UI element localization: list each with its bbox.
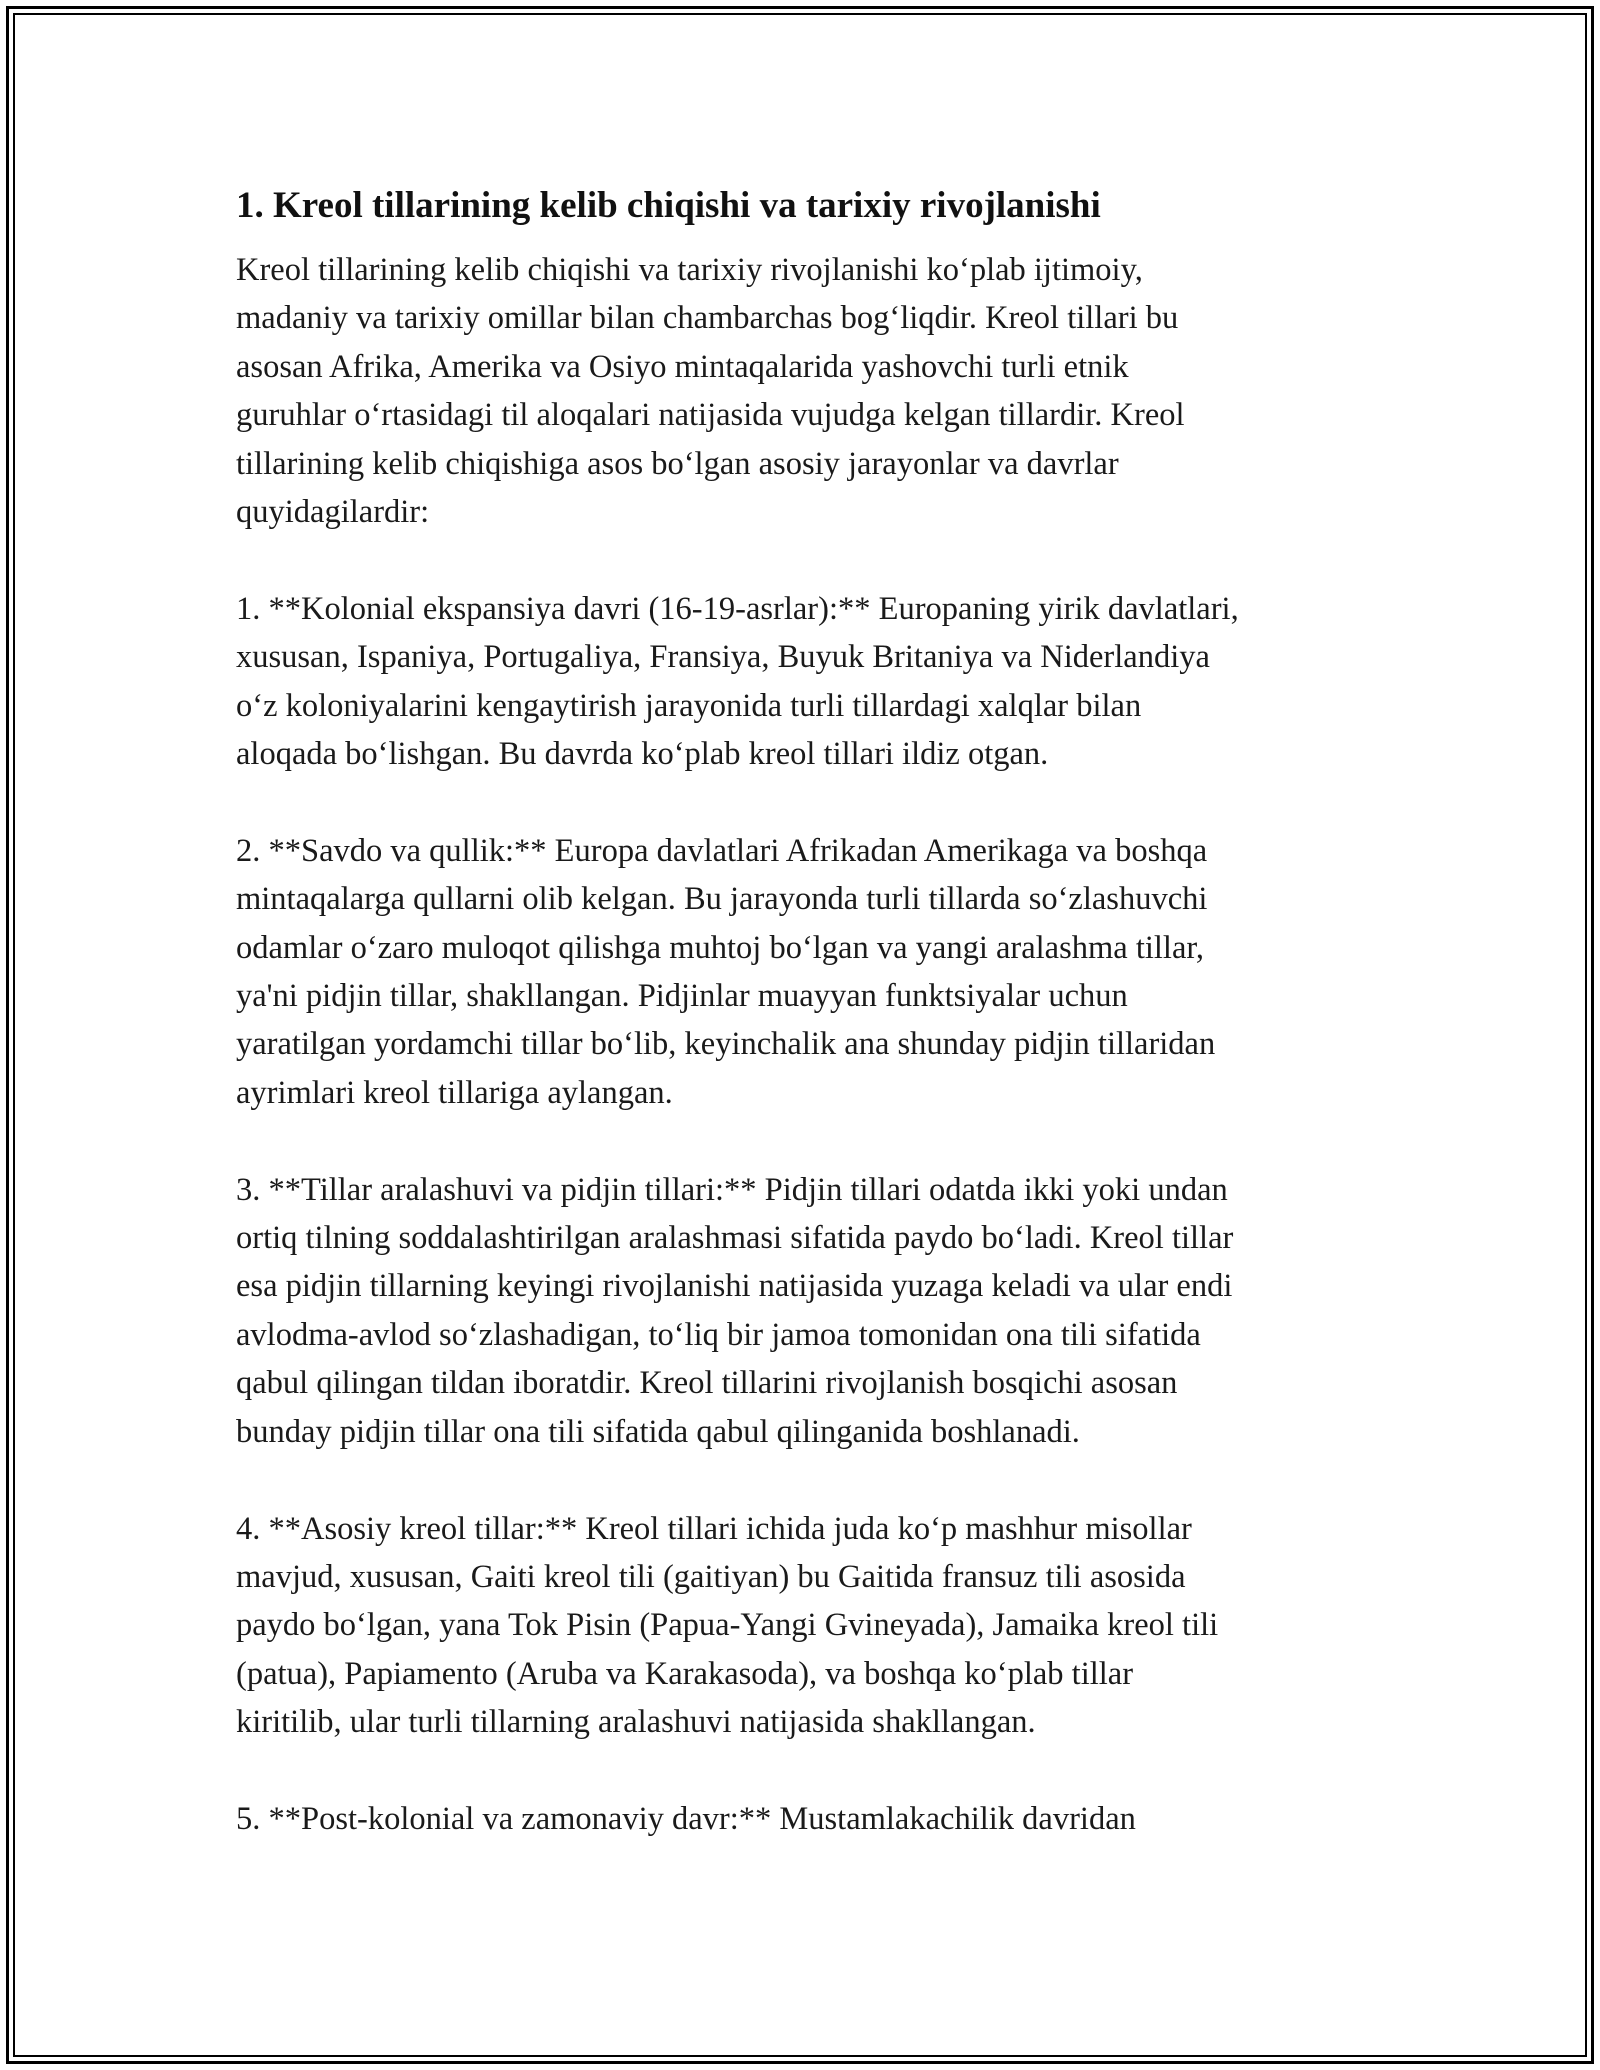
document-body: [236, 182, 1386, 1892]
list-item-post-colonial: 5. **Post-kolonial va zamonaviy davr:** Mustamlakachilik davridan: [236, 1800, 1136, 1837]
section-heading: 1. Kreol tillarining kelib chiqishi va tarixiy rivojlanishi: [236, 185, 1101, 226]
list-item-colonial-expansion: 1. **Kolonial ekspansiya davri (16-19-asrlar):** Europaning yirik davlatlari, xususan, Ispaniya, Portugaliya, Fransiya, Buyuk Britaniya va Niderlandiya o‘z koloniyalarini kengaytirish jarayonida turli tillardagi xalqlar bilan aloqada bo‘lishgan. Bu davrda ko‘plab kreol tillari ildiz otgan.: [236, 590, 1239, 773]
list-item-trade-and-slavery: 2. **Savdo va qullik:** Europa davlatlari Afrikadan Amerikaga va boshqa mintaqalarga qullarni olib kelgan. Bu jarayonda turli tillarda so‘zlashuvchi odamlar o‘zaro muloqot qilishga muhtoj bo‘lgan va yangi aralashma tillar, ya'ni pidjin tillar, shakllangan. Pidjinlar muayyan funktsiyalar uchun yaratilgan yordamchi tillar bo‘lib, keyinchalik ana shunday pidjin tillaridan ayrimlari kreol tillariga aylangan.: [236, 832, 1216, 1111]
intro-paragraph: Kreol tillarining kelib chiqishi va tarixiy rivojlanishi ko‘plab ijtimoiy, madaniy va tarixiy omillar bilan chambarchas bog‘liqdir. Kreol tillari bu asosan Afrika, Amerika va Osiyo mintaqalarida yashovchi turli etnik guruhlar o‘rtasidagi til aloqalari natijasida vujudga kelgan tillardir. Kreol tillarining kelib chiqishiga asos bo‘lgan asosiy jarayonlar va davrlar quyidagilardir:: [236, 252, 1185, 531]
list-item-main-creoles: 4. **Asosiy kreol tillar:** Kreol tillari ichida juda ko‘p mashhur misollar mavjud, xususan, Gaiti kreol tili (gaitiyan) bu Gaitida fransuz tili asosida paydo bo‘lgan, yana Tok Pisin (Papua-Yangi Gvineyada), Jamaika kreol tili (patua), Papiamento (Aruba va Karakasoda), va boshqa ko‘plab tillar kiritilib, ular turli tillarning aralashuvi natijasida shakllangan.: [236, 1510, 1219, 1741]
list-item-language-mixing: 3. **Tillar aralashuvi va pidjin tillari:** Pidjin tillari odatda ikki yoki undan ortiq tilning soddalashtirilgan aralashmasi sifatida paydo bo‘ladi. Kreol tillar esa pidjin tillarning keyingi rivojlanishi natijasida yuzaga keladi va ular endi avlodma-avlod so‘zlashadigan, to‘liq bir jamoa tomonidan ona tili sifatida qabul qilingan tildan iboratdir. Kreol tillarini rivojlanish bosqichi asosan bunday pidjin tillar ona tili sifatida qabul qilinganida boshlanadi.: [236, 1171, 1234, 1450]
